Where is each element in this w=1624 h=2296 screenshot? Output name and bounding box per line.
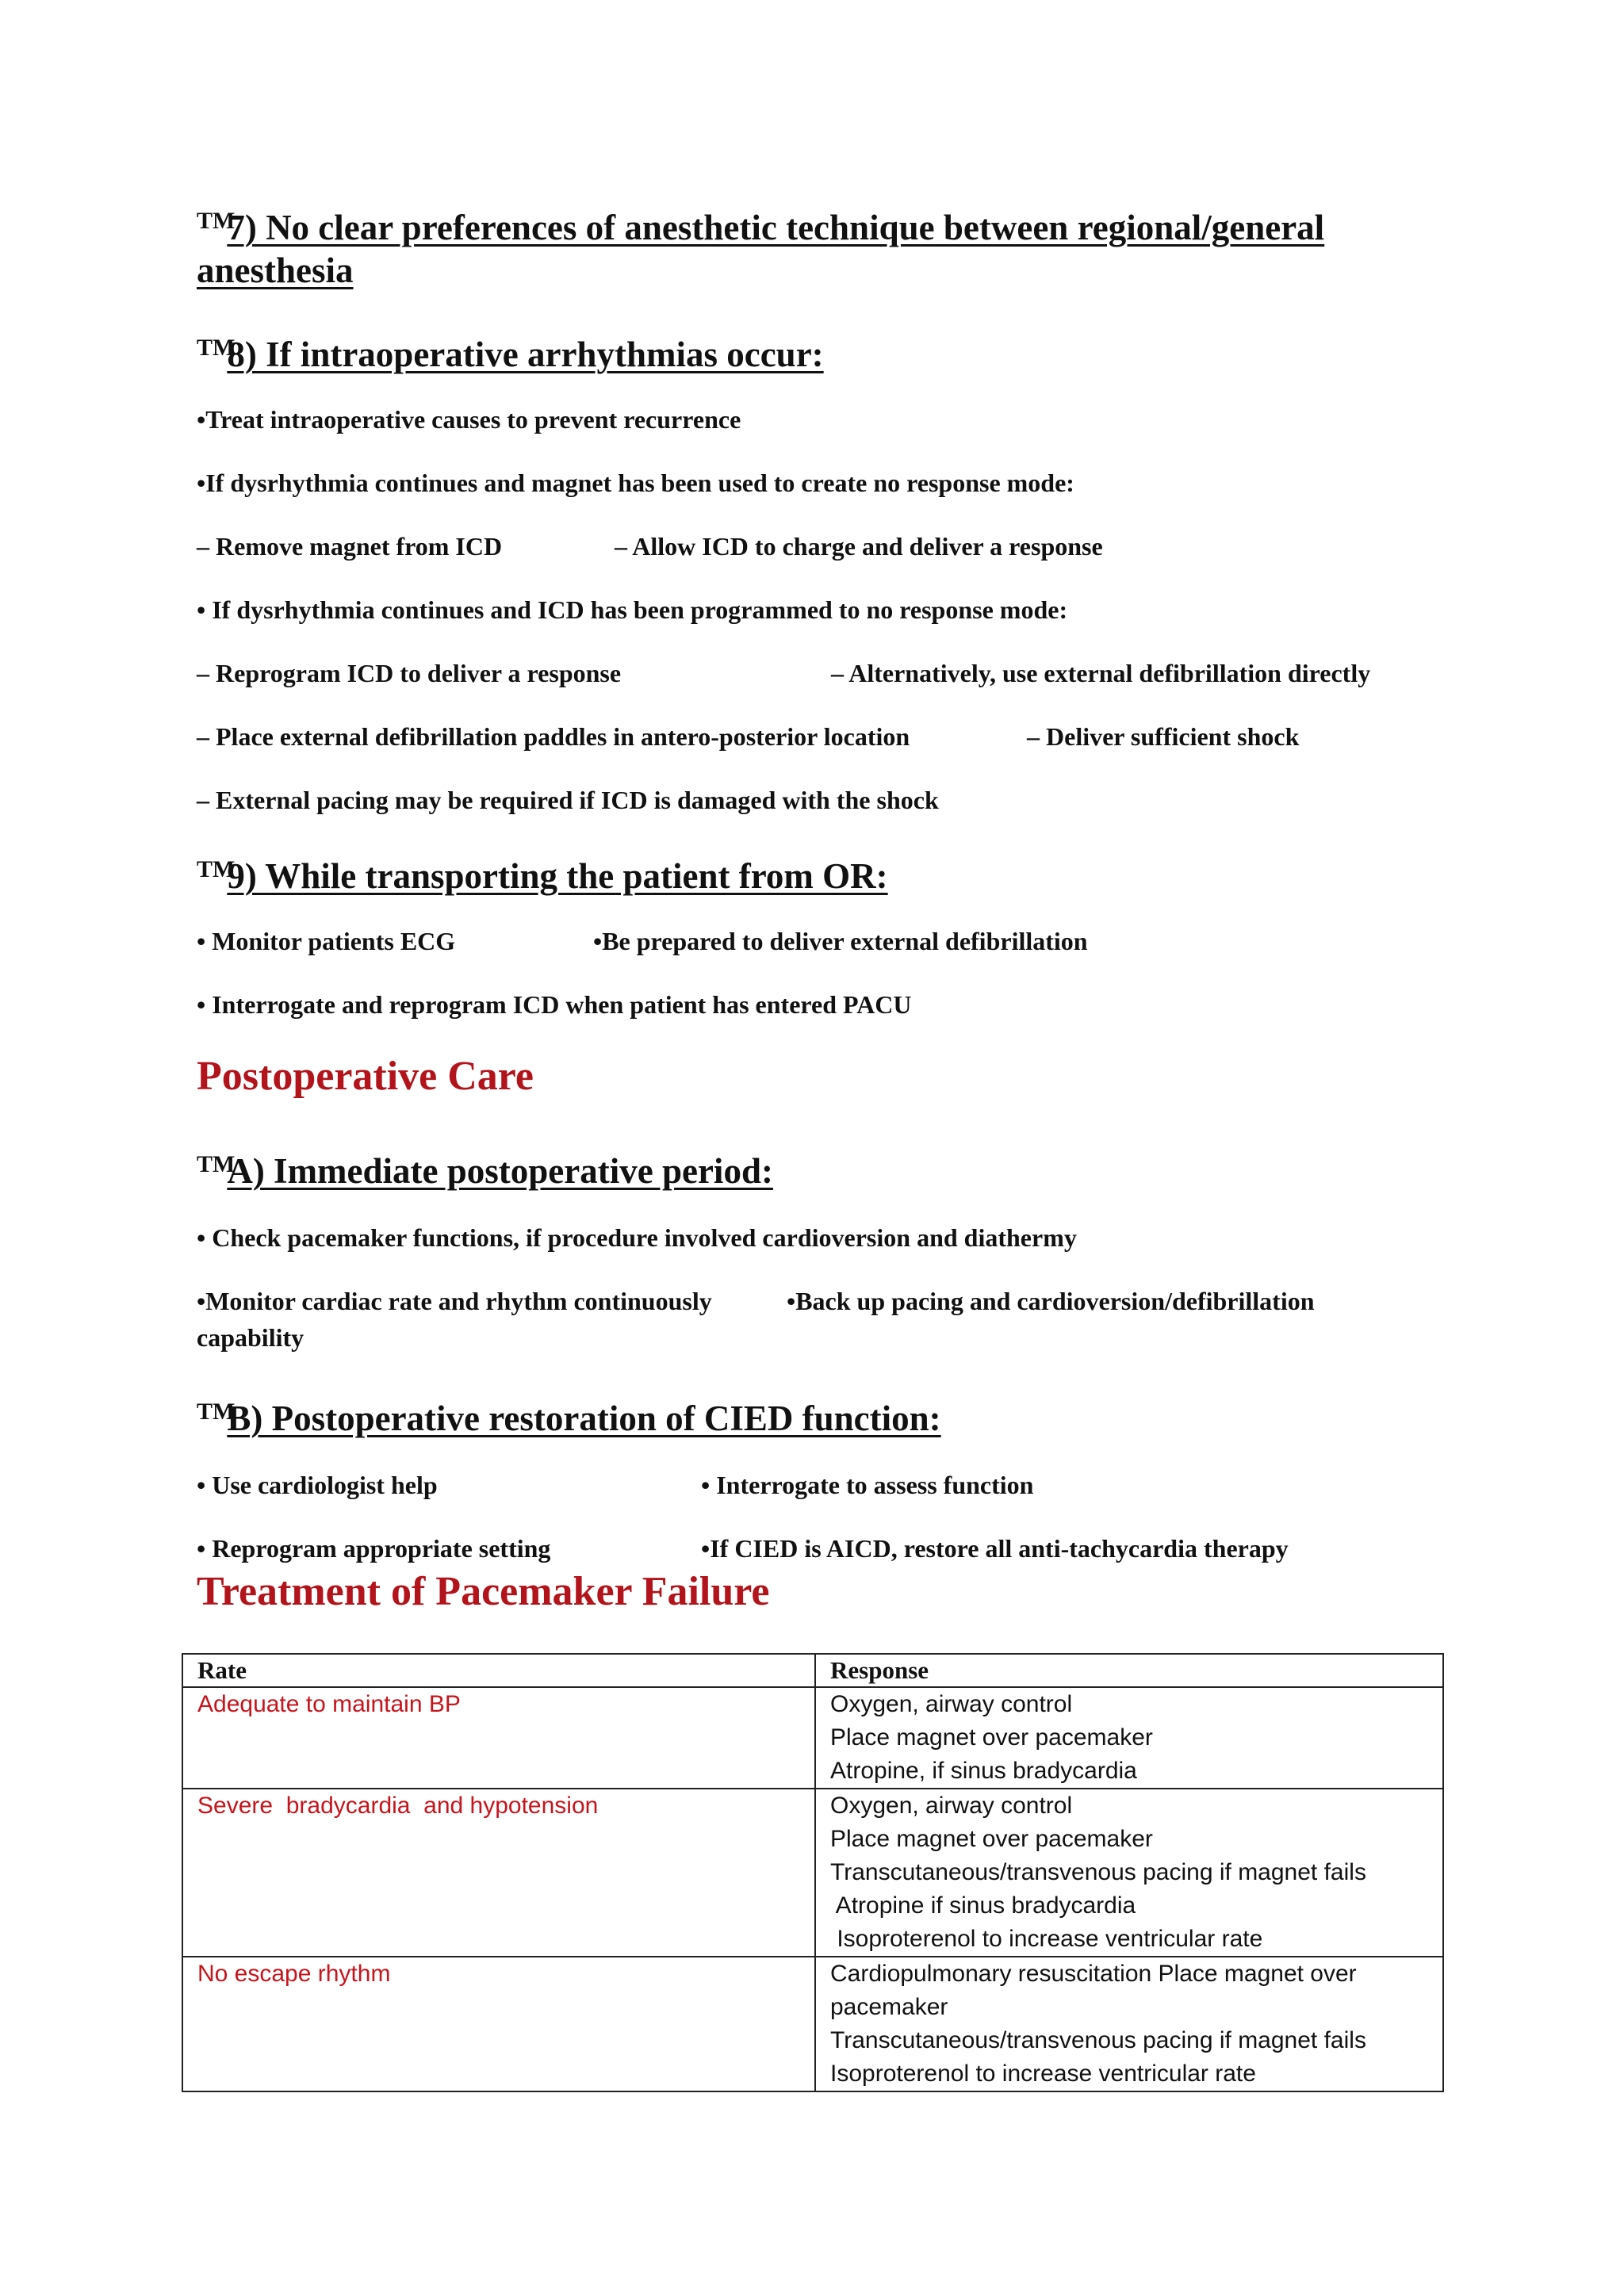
table-header-row	[182, 1654, 1443, 1687]
s8-dash-allow-icd: – Allow ICD to charge and deliver a response	[615, 532, 1103, 561]
b-bullet-cardiologist: • Use cardiologist help	[197, 1471, 438, 1499]
response-cell	[815, 1957, 1443, 2091]
s8-bullet-2: •If dysrhythmia continues and magnet has been used to create no response mode:	[197, 469, 1074, 497]
a-bullet-back-up-pacing: •Back up pacing and cardioversion/defibrillation	[787, 1287, 1315, 1315]
response-line: Atropine, if sinus bradycardia	[830, 1758, 1137, 1784]
treatment-heading: Treatment of Pacemaker Failure	[197, 1569, 770, 1614]
s9-bullet-interrogate: • Interrogate and reprogram ICD when patient has entered PACU	[197, 990, 912, 1019]
b-bullet-aicd: •If CIED is AICD, restore all anti-tachycardia therapy	[701, 1534, 1289, 1563]
tm-mark: TM	[197, 1151, 236, 1177]
section-a-heading: TMA) Immediate postoperative period:	[197, 1140, 773, 1196]
a-bullet-monitor-rate: •Monitor cardiac rate and rhythm continuously	[197, 1287, 712, 1315]
s8-dash-shock: – Deliver sufficient shock	[1027, 722, 1300, 751]
tm-mark: TM	[197, 208, 236, 234]
section-7-heading-cont: anesthesia	[197, 251, 354, 290]
response-line: Place magnet over pacemaker	[830, 1826, 1153, 1852]
column-header-rate: Rate	[182, 1654, 815, 1687]
section-8-heading: TM8) If intraoperative arrhythmias occur:	[197, 323, 824, 379]
tm-mark: TM	[197, 856, 236, 882]
s9-bullet-be-prepared: •Be prepared to deliver external defibrillation	[593, 927, 1088, 955]
s9-bullet-monitor-ecg: • Monitor patients ECG	[197, 927, 456, 955]
section-9-heading: TM9) While transporting the patient from OR:	[197, 845, 888, 901]
table-row	[182, 1687, 1443, 1789]
response-line: Transcutaneous/transvenous pacing if magnet fails	[830, 1859, 1366, 1885]
response-cell	[815, 1789, 1443, 1957]
b-bullet-interrogate: • Interrogate to assess function	[701, 1471, 1034, 1499]
b-bullet-reprogram: • Reprogram appropriate setting	[197, 1534, 551, 1563]
tm-mark: TM	[197, 335, 236, 361]
a-bullet-check-pacemaker: • Check pacemaker functions, if procedure involved cardioversion and diathermy	[197, 1223, 1077, 1252]
rate-cell: Adequate to maintain BP	[182, 1687, 815, 1789]
tm-mark: TM	[197, 1399, 236, 1425]
s8-dash-external-pacing: – External pacing may be required if ICD is damaged with the shock	[197, 786, 939, 814]
response-line: Atropine if sinus bradycardia	[830, 1892, 1136, 1919]
response-line: Oxygen, airway control	[830, 1793, 1073, 1819]
response-line: Oxygen, airway control	[830, 1691, 1073, 1717]
column-header-response: Response	[815, 1654, 1443, 1687]
rate-cell: No escape rhythm	[182, 1957, 815, 2091]
response-line: Isoproterenol to increase ventricular rate	[830, 1926, 1263, 1952]
response-line: Cardiopulmonary resuscitation Place magnet over	[830, 1961, 1357, 1987]
response-line: Isoproterenol to increase ventricular rate	[830, 2061, 1256, 2087]
response-line: Place magnet over pacemaker	[830, 1724, 1153, 1751]
table-row	[182, 1957, 1443, 2091]
s8-bullet-3: • If dysrhythmia continues and ICD has been programmed to no response mode:	[197, 595, 1068, 624]
postoperative-care-heading: Postoperative Care	[197, 1054, 534, 1099]
table-row	[182, 1789, 1443, 1957]
response-line: Transcutaneous/transvenous pacing if magnet fails	[830, 2027, 1366, 2053]
section-b-heading: TMB) Postoperative restoration of CIED function:	[197, 1387, 941, 1443]
pacemaker-failure-table	[182, 1653, 1444, 2092]
rate-cell: Severe bradycardia and hypotension	[182, 1789, 815, 1957]
a-bullet-capability: capability	[197, 1323, 304, 1352]
s8-dash-paddles: – Place external defibrillation paddles in antero-posterior location	[197, 722, 910, 751]
s8-dash-external-defib: – Alternatively, use external defibrillation directly	[831, 659, 1371, 687]
s8-dash-reprogram: – Reprogram ICD to deliver a response	[197, 659, 622, 687]
s8-dash-remove-magnet: – Remove magnet from ICD	[197, 532, 503, 561]
s8-bullet-1: •Treat intraoperative causes to prevent recurrence	[197, 405, 741, 434]
response-cell	[815, 1687, 1443, 1789]
response-line: pacemaker	[830, 1994, 948, 2020]
section-7-heading: TM7) No clear preferences of anesthetic technique between regional/general	[197, 197, 1324, 252]
